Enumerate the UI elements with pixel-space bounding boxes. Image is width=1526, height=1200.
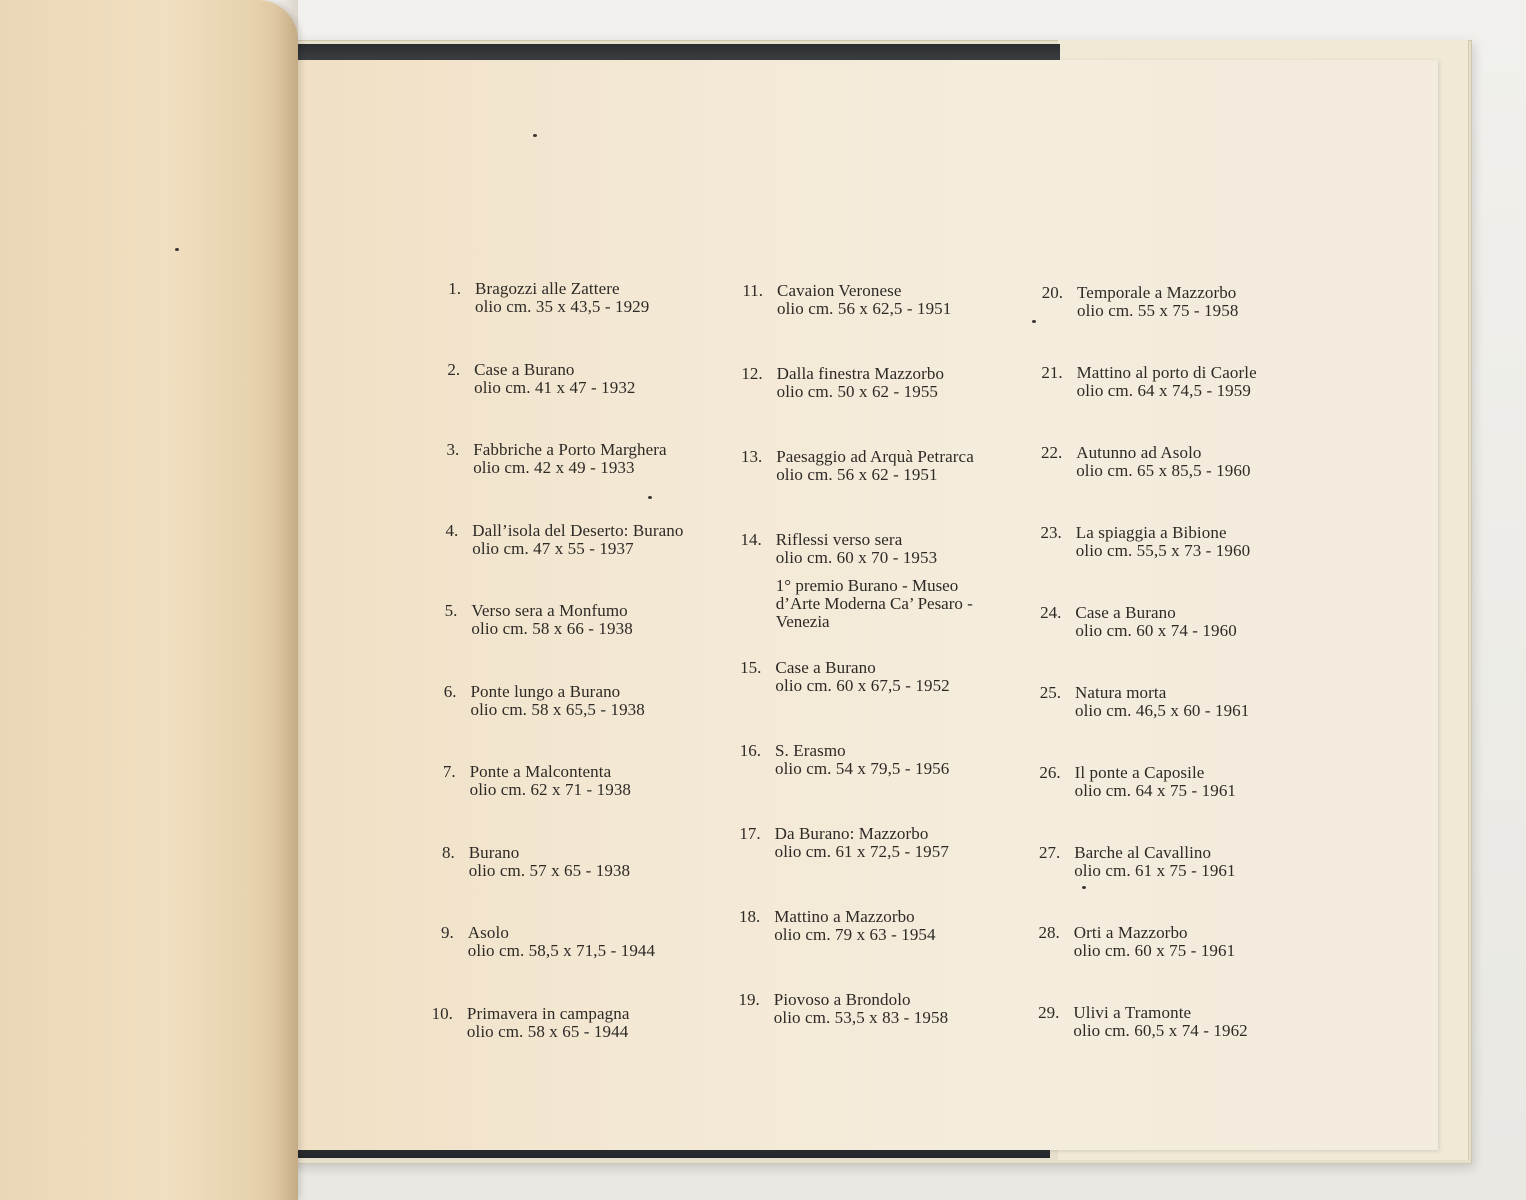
entry-title: Primavera in campagna: [466, 1003, 630, 1023]
catalogue-entry: [1038, 843, 1236, 880]
catalogue-entry: [1041, 283, 1239, 320]
entry-details: olio cm. 58 x 65,5 - 1938: [470, 699, 645, 719]
entry-title: La spiaggia a Bibione: [1075, 523, 1227, 542]
entry-number: 25.: [1039, 683, 1061, 702]
entry-details: olio cm. 46,5 x 60 - 1961: [1075, 701, 1250, 720]
entry-title: Case a Burano: [775, 658, 876, 677]
entry-details: olio cm. 42 x 49 - 1933: [473, 458, 635, 477]
entry-details: olio cm. 60 x 67,5 - 1952: [775, 676, 950, 695]
entry-title: Bragozzi alle Zattere: [475, 279, 620, 298]
entry-title: Il ponte a Caposile: [1074, 763, 1205, 782]
entry-number: 24.: [1040, 603, 1062, 622]
entry-title: Natura morta: [1075, 683, 1167, 702]
entry-details: olio cm. 60 x 70 - 1953: [775, 548, 938, 567]
entry-details: olio cm. 61 x 72,5 - 1957: [774, 842, 949, 861]
catalogue-entry: [448, 279, 650, 316]
catalogue-entry: [444, 601, 633, 638]
entry-title: Asolo: [467, 923, 509, 942]
paper-speck: [533, 134, 537, 137]
entry-title: Barche al Cavallino: [1074, 843, 1212, 862]
catalogue-entry: [445, 520, 684, 558]
entry-number: 2.: [447, 359, 461, 379]
entry-title: Case a Burano: [474, 359, 575, 379]
entry-title: Riflessi verso sera: [775, 530, 903, 549]
entry-title: Mattino al porto di Caorle: [1076, 363, 1257, 382]
catalogue-entry: [1040, 603, 1237, 640]
catalogue-entry: [442, 762, 632, 799]
entry-number: 8.: [441, 842, 455, 862]
entry-number: 12.: [741, 364, 763, 383]
catalogue-entry: [447, 359, 636, 397]
entry-details: olio cm. 62 x 71 - 1938: [469, 780, 632, 799]
entry-number: 18.: [738, 907, 761, 926]
entry-details: olio cm. 50 x 62 - 1955: [776, 382, 939, 401]
entry-details: olio cm. 60,5 x 74 - 1962: [1073, 1021, 1248, 1040]
entry-details: olio cm. 79 x 63 - 1954: [774, 925, 936, 944]
catalogue-entry: [738, 907, 936, 944]
catalogue-entry: [1041, 363, 1257, 400]
entry-details: olio cm. 64 x 75 - 1961: [1074, 781, 1237, 800]
entry-number: 1.: [448, 279, 461, 298]
entry-title: Dall’isola del Deserto: Burano: [472, 520, 684, 540]
entry-number: 17.: [739, 824, 761, 843]
entry-number: 29.: [1038, 1003, 1060, 1022]
entry-title: Ulivi a Tramonte: [1073, 1003, 1192, 1022]
entry-details: olio cm. 35 x 43,5 - 1929: [475, 297, 650, 316]
entry-number: 11.: [742, 281, 763, 300]
entry-title: Orti a Mazzorbo: [1073, 923, 1188, 942]
entry-details: olio cm. 54 x 79,5 - 1956: [775, 759, 950, 778]
entry-award-note: 1° premio Burano - Museo d’Arte Moderna Ca’ Pesaro - Venezia: [775, 576, 973, 631]
entry-details: olio cm. 65 x 85,5 - 1960: [1076, 461, 1251, 480]
catalogue-entry: [741, 364, 945, 401]
entry-title: Temporale a Mazzorbo: [1077, 283, 1237, 302]
catalogue-entry: [1038, 1003, 1248, 1040]
entry-number: 26.: [1039, 763, 1061, 782]
entry-title: Case a Burano: [1075, 603, 1176, 622]
catalogue-entry: [1039, 763, 1237, 800]
catalogue-entry: [441, 923, 656, 960]
catalogue-entry: [446, 440, 667, 477]
catalogue-entry: [443, 681, 645, 719]
paper-speck: [1032, 320, 1036, 323]
entry-details: olio cm. 53,5 x 83 - 1958: [773, 1008, 949, 1027]
entry-number: 20.: [1041, 283, 1063, 302]
paper-speck: [175, 248, 179, 251]
entry-details: olio cm. 56 x 62,5 - 1951: [777, 299, 952, 318]
entry-number: 13.: [740, 447, 763, 466]
blank-left-page: [0, 0, 298, 1200]
entry-number: 5.: [444, 601, 458, 620]
catalogue-entry: [1040, 443, 1251, 480]
catalogue-entry: [441, 842, 631, 880]
catalogue-entry: [739, 824, 949, 861]
entry-title: Fabbriche a Porto Marghera: [473, 440, 667, 459]
catalogue-page: [290, 60, 1438, 1150]
entry-title: Piovoso a Brondolo: [773, 990, 911, 1009]
catalogue-entry: [742, 281, 952, 318]
catalogue-entry: [1038, 923, 1236, 960]
entry-title: Mattino a Mazzorbo: [774, 907, 915, 926]
catalogue-entry: [740, 530, 996, 631]
catalogue-entry: [738, 990, 949, 1027]
entry-details: olio cm. 55,5 x 73 - 1960: [1075, 541, 1251, 560]
entry-title: Dalla finestra Mazzorbo: [776, 364, 945, 383]
entry-details: olio cm. 60 x 74 - 1960: [1075, 621, 1237, 640]
entry-number: 22.: [1040, 443, 1063, 462]
entry-title: Burano: [468, 842, 520, 862]
entry-number: 15.: [740, 658, 762, 677]
entry-title: Ponte a Malcontenta: [469, 762, 612, 781]
entry-title: Verso sera a Monfumo: [471, 601, 628, 620]
entry-number: 10.: [431, 1003, 453, 1023]
entry-number: 9.: [441, 923, 454, 942]
entry-number: 19.: [738, 990, 760, 1009]
entry-number: 7.: [442, 762, 456, 781]
catalogue-entry: [739, 741, 950, 778]
entry-number: 3.: [446, 440, 460, 459]
entry-number: 16.: [739, 741, 761, 760]
entry-number: 14.: [740, 530, 762, 549]
entry-details: olio cm. 47 x 55 - 1937: [472, 538, 634, 558]
entry-details: olio cm. 41 x 47 - 1932: [474, 377, 636, 397]
entry-number: 21.: [1041, 363, 1063, 382]
entry-details: olio cm. 58 x 65 - 1944: [466, 1021, 629, 1041]
entry-details: olio cm. 55 x 75 - 1958: [1077, 301, 1239, 320]
entry-number: 28.: [1038, 923, 1060, 942]
catalogue-entry: [740, 447, 974, 484]
entry-details: olio cm. 61 x 75 - 1961: [1074, 861, 1236, 880]
catalogue-entry: [740, 658, 950, 695]
paper-speck: [1082, 886, 1086, 889]
entry-details: olio cm. 58 x 66 - 1938: [471, 619, 633, 638]
entry-number: 23.: [1040, 523, 1062, 542]
entry-details: olio cm. 64 x 74,5 - 1959: [1076, 381, 1251, 400]
entry-details: olio cm. 57 x 65 - 1938: [468, 860, 631, 880]
entry-details: olio cm. 58,5 x 71,5 - 1944: [467, 941, 656, 960]
entry-number: 6.: [443, 681, 457, 701]
entry-title: Cavaion Veronese: [777, 281, 902, 300]
entry-number: 4.: [445, 520, 459, 540]
entry-title: S. Erasmo: [775, 741, 846, 760]
entry-title: Autunno ad Asolo: [1076, 443, 1202, 462]
entry-number: 27.: [1038, 843, 1061, 862]
catalogue-entry: [431, 1003, 630, 1041]
entry-title: Da Burano: Mazzorbo: [774, 824, 929, 843]
catalogue-entry: [1039, 683, 1250, 720]
catalogue-entry: [1040, 523, 1251, 560]
entry-details: olio cm. 60 x 75 - 1961: [1073, 941, 1236, 960]
entry-title: Paesaggio ad Arquà Petrarca: [776, 447, 974, 466]
entry-title: Ponte lungo a Burano: [470, 681, 621, 701]
entry-details: olio cm. 56 x 62 - 1951: [776, 465, 938, 484]
paper-speck: [648, 496, 652, 499]
